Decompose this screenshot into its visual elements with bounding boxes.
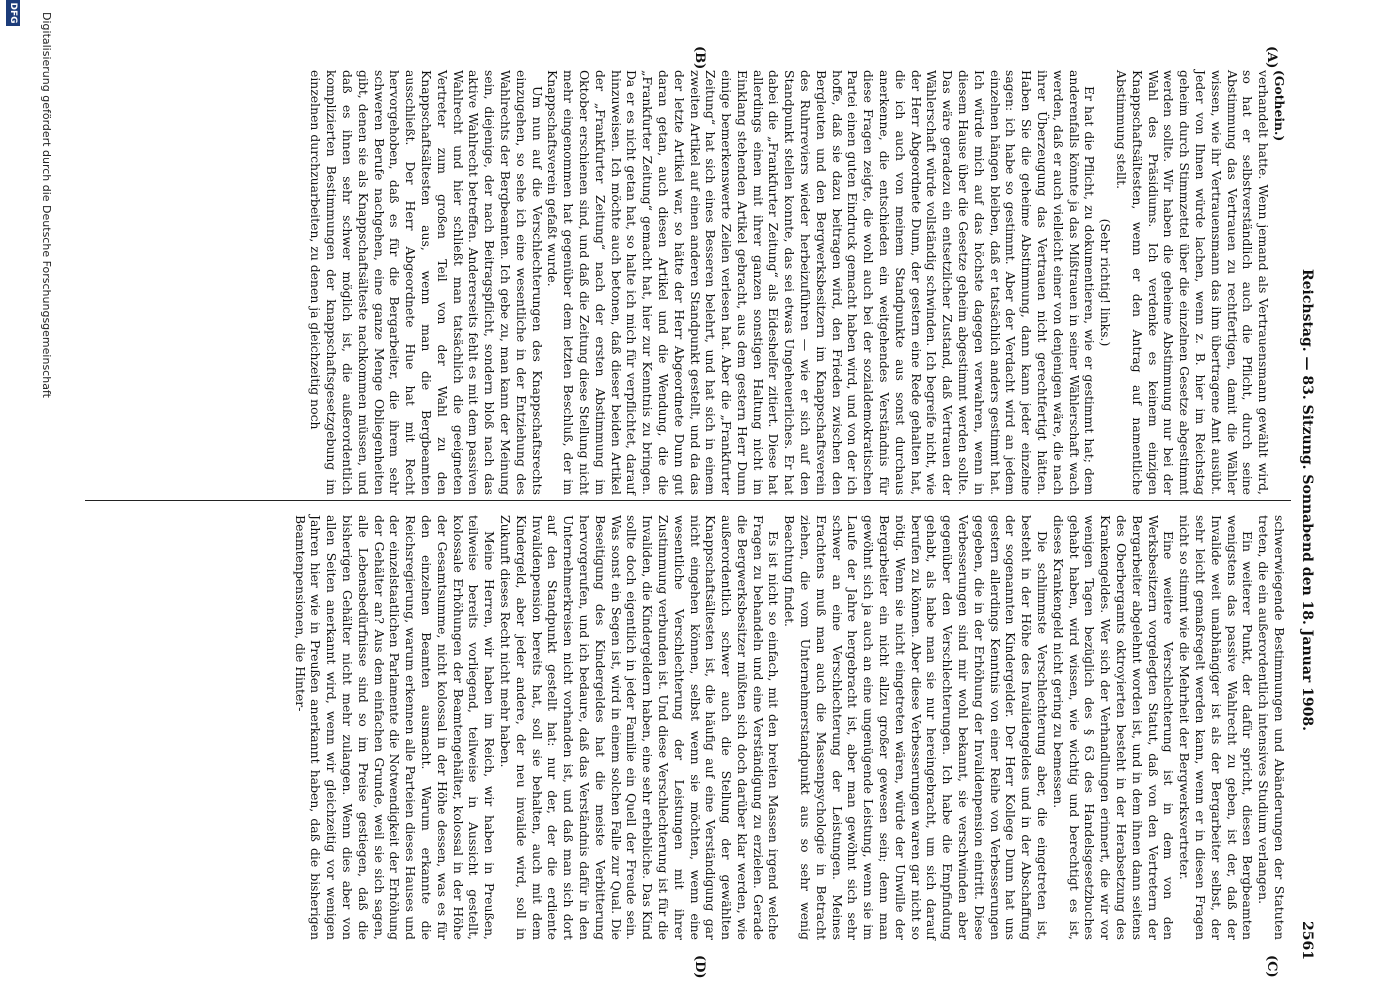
- paragraph: Die schlimmste Verschlechterung aber, die eingetreten ist, besteht in der Höhe des Invalidengeldes und in der Abschaffung der sogenannten Kindergelder. Der Herr Kollege Dunn hat uns gestern allerdings Kenntnis von einer Reihe von Verbesserungen gegeben, die in der Erhöhung der Invalidenpension eintritt. Diese Verbesserungen sind mir wohl bekannt, sie verschwinden aber gegenüber den Verschlechterungen. Ich habe die Empfindung gehabt, als habe man sie nur hereingebracht, um sich darauf berufen zu können. Aber diese Verbesserungen waren gar nicht so nötig. Wenn sie nicht eingetreten wären, würde der Unwille der Bergarbeiter ein nicht allzu großer gewesen sein; denn man gewöhnt sich ja auch an eine ungenügende Leistung, wenn sie im Laufe der Jahre hergebracht ist, aber man gewöhnt sich sehr schwer an eine Verschlechterung der Leistungen. Meines Erachtens muß man auch die Massenpsychologie in Betracht ziehen, die vom Unternehmerstandpunkt aus so sehr wenig Beachtung findet.: [782, 515, 1051, 940]
- paragraph: Ein weiterer Punkt, der dafür spricht, diesen Bergbeamten wenigstens das passive Wahlrecht zu geben, ist der, daß der Invalide weit unabhängiger ist als der Bergarbeiter selbst, der sehr leicht gemaßregelt werden kann, wenn er in diesen Fragen nicht so stimmt wie die Mehrheit der Bergwerksvertreter.: [1177, 515, 1256, 940]
- paragraph: Es ist nicht so einfach, mit den breiten Massen irgend welche Fragen zu behandeln und eine Verständigung zu erzielen. Gerade die Bergwerksbesitzer müßten sich doch darüber klar werden, wie außerordentlich schwer auch die Stellung der gewählten Knappschaftsältesten ist, die häufig auf eine Verständigung gar nicht eingehen können, selbst wenn sie möchten, wenn eine wesentliche Verschlechterung der Leistungen mit ihrer Zustimmung verbunden ist. Und diese Verschlechterung ist für die Invaliden, die Kindergeldern haben, eine sehr erhebliche. Das Kind sollte doch eigentlich in jeder Familie ein Quell der Freude sein. Was sonst ein Segen ist, wird in einem solchen Falle zur Qual. Die Beseitigung des Kindergeldes hat die meiste Verbitterung hervorgerufen, und ich bedaure, daß das Verständnis dafür in den Unternehmerkreisen nicht vorhanden ist, und daß man sich dort auf den Standpunkt gestellt hat: nur der, der die erdiente Invalidenpension bereits hat, soll sie behalten, auch mit dem Kindergeld, aber jeder andere, der neu invalide wird, soll in Zukunft dieses Recht nicht mehr haben.: [497, 515, 782, 940]
- paragraph: Eine weitere Verschlechterung ist in dem von den Werksbesitzern vorgelegten Statut, daß von den Vertretern der Bergarbeiter abgelehnt worden ist, und in dem ihnen dann seitens des Oberbergamts oktroyierten besteht in der Herabsetzung des Krankengeldes. Wer sich der Verhandlungen erinnert, die wir vor wenigen Tagen bezüglich des § 63 des Handelsgesetzbuches gehabt haben, wird wissen, wie wichtig und berechtigt es ist, dieses Krankengeld nicht gering zu bemessen.: [1050, 515, 1177, 940]
- paragraph: Er hat die Pflicht, zu dokumentieren, wie er gestimmt hat; dem anderenfalls könnte ja das Mißtrauen in seiner Wählerschaft wach werden, daß er auch vielleicht einer von denjenigen wäre, die nach ihrer Überzeugung das Vertrauen nicht gerechtfertigt hätten. Haben Sie die geheime Abstimmung, dann kann jeder einzelne sagen: ich habe so gestimmt. Aber der Verdacht wird an jedem einzelnen hängen bleiben, daß er tatsächlich anders gestimmt hat. Ich würde mich auf das höchste dagegen verwahren, wenn in diesem Hause über die Gesetze geheim abgestimmt werden sollte. Das wäre geradezu ein entsetzlicher Zustand, daß Vertrauen der Wählerschaft würde vollständig schwinden. Ich begreife nicht, wie der Herr Abgeordnete Dunn, der gestern eine Rede gehalten hat, die ich auch von meinem Standpunkte aus sonst durchaus anerkenne, die entschieden ein weitgehendes Verständnis für diese Fragen zeigte, die wohl auch bei der sozialdemokratischen Partei einen guten Eindruck gemacht haben wird, und von der ich hoffe, daß sie dazu beitragen wird, den Frieden zwischen den Bergleuten und den Bergwerksbesitzern im Knappschaftsverein des Ruhrreviers wieder herbeizuführen — wie er sich auf den Standpunkt stellen konnte, das sei etwas Ungeheuerliches. Er hat dabei die „Frankfurter Zeitung“ als Eideshelfer zitiert. Diese hat allerdings einen mit ihrer ganzen sonstigen Haltung nicht im Einklang stehenden Artikel gebracht, aus dem gestern Herr Dunn einige bemerkenswerte Zeilen verlesen hat. Aber die „Frankfurter Zeitung“ hat sich eines Besseren belehrt, und hat sich in einem zweiten Artikel auf einen anderen Standpunkt gestellt, und da das der letzte Artikel war, so hätte der Herr Abgeordnete Dunn gut daran getan, auch diesen Artikel und die Wendung, die die „Frankfurter Zeitung“ gemacht hat, hier zur Kenntnis zu bringen. Da er es nicht getan hat, so halte ich mich für verpflichtet, darauf hinzuweisen. Ich möchte auch betonen, daß dieser beiden Artikel der „Frankfurter Zeitung“ nach der ersten Abstimmung im Oktober erschienen sind, und daß die Zeitung diese Stellung nicht mehr eingenommen hat gegenüber dem letzten Beschluß, der im Knappschaftsverein gefaßt wurde.: [545, 70, 1098, 495]
- page-number: 2561: [1299, 921, 1315, 960]
- margin-mark-b: (B): [692, 46, 707, 70]
- margin-mark-c: (C): [1264, 955, 1279, 978]
- margin-mark-d: (D): [692, 955, 707, 979]
- dfg-logo: DFG: [6, 0, 20, 26]
- interjection: (Sehr richtig! links.): [1098, 218, 1114, 347]
- speaker-name: (Gothein.): [1272, 70, 1287, 142]
- paragraph: verhandelt hatte. Wenn jemand als Vertrauensmann gewählt wird, so hat er selbstverständlich auch die Pflicht, durch seine Abstimmung das Vertrauen zu rechtfertigen, damit die Wähler wissen, wie ihr Vertrauensmann das ihm übertragene Amt ausübt. Jeder von Ihnen würde lachen, wenn z. B. hier im Reichstag geheim durch Stimmzettel über die einzelnen Gesetze abgestimmt werden sollte. Wir haben die geheime Abstimmung nur bei der Wahl des Präsidiums. Ich verdenke es keinem einzigen Knappschaftsältesten, wenn er den Antrag auf namentliche Abstimmung stellt.: [1114, 70, 1272, 495]
- left-column: [308, 70, 1287, 495]
- paragraph: Meine Herren, wir haben im Reich, wir haben in Preußen, teilweise bereits vorliegend, teilweise in Aussicht gestellt, kolossale Erhöhungen der Beamtengehälter, kolossal in der Höhe der Gesamtsumme, nicht kolossal in der Höhe dessen, was es für den einzelnen Beamten ausmacht. Warum erkannte die Reichsregierung, warum erkennen alle Parteien dieses Hauses und der einzelstaatlichen Parlamente die Notwendigkeit der Erhöhung der Gehälter an? Aus dem einfachen Grunde, weil sie sich sagen, alle Lebensbedürfnisse sind so im Preise gestiegen, daß die bisherigen Gehälter nicht mehr zulangen. Wenn dies aber von allen Seiten anerkannt wird, wenn wir gleichzeitig vor wenigen Jahren hier wie in Preußen anerkannt haben, daß die bisherigen Beamtenpensionen, die Hinter-: [292, 515, 498, 940]
- margin-mark-a: (A): [1264, 46, 1279, 69]
- page-header: [1293, 40, 1315, 960]
- digitization-note: Digitalisierung gefördert durch die Deutsche Forschungsgemeinschaft: [40, 12, 53, 398]
- paragraph: schwerwiegende Bestimmungen und Abänderungen der Statuten treten, die ein außerordentlich intensives Studium verlangen.: [1256, 515, 1287, 940]
- paragraph: Um nun auf die Verschlechterungen des Knappschaftsrechts einzugehen, so sehe ich eine wesentliche in der Entziehung des Wahlrechts der Bergbeamten. Ich gebe zu, man kann der Meinung sein, diejenige, der nach Beitragspflicht, sondern bloß nach das aktive Wahlrecht betreffen. Andererseits fehlt es mit dem passiven Wahlrecht und hier schließt man tatsächlich die geeigneten Vertreter zum großen Teil von der Wahl zu den Knappschaftsältesten aus, wenn man die Bergbeamten ausschließt. Der Herr Abgeordnete Hue hat mit Recht hervorgehoben, daß es für die Bergarbeiter, die ihrem sehr schweren Berufe nachgehen, eine ganze Menge Obliegenheiten gibt, denen sie als Knappschaftsälteste nachkommen müssen, und daß es ihnen sehr schwer möglich ist, die außerordentlich komplizierten Bestimmungen der knappschaftsgesetzgebung im einzelnen durchzuarbeiten, zu denen ja gleichzeitig noch: [308, 70, 545, 495]
- column-divider: [85, 500, 1291, 501]
- running-title: Reichstag. — 83. Sitzung. Sonnabend den 18. Januar 1908.: [1299, 269, 1315, 731]
- right-column: [292, 515, 1287, 940]
